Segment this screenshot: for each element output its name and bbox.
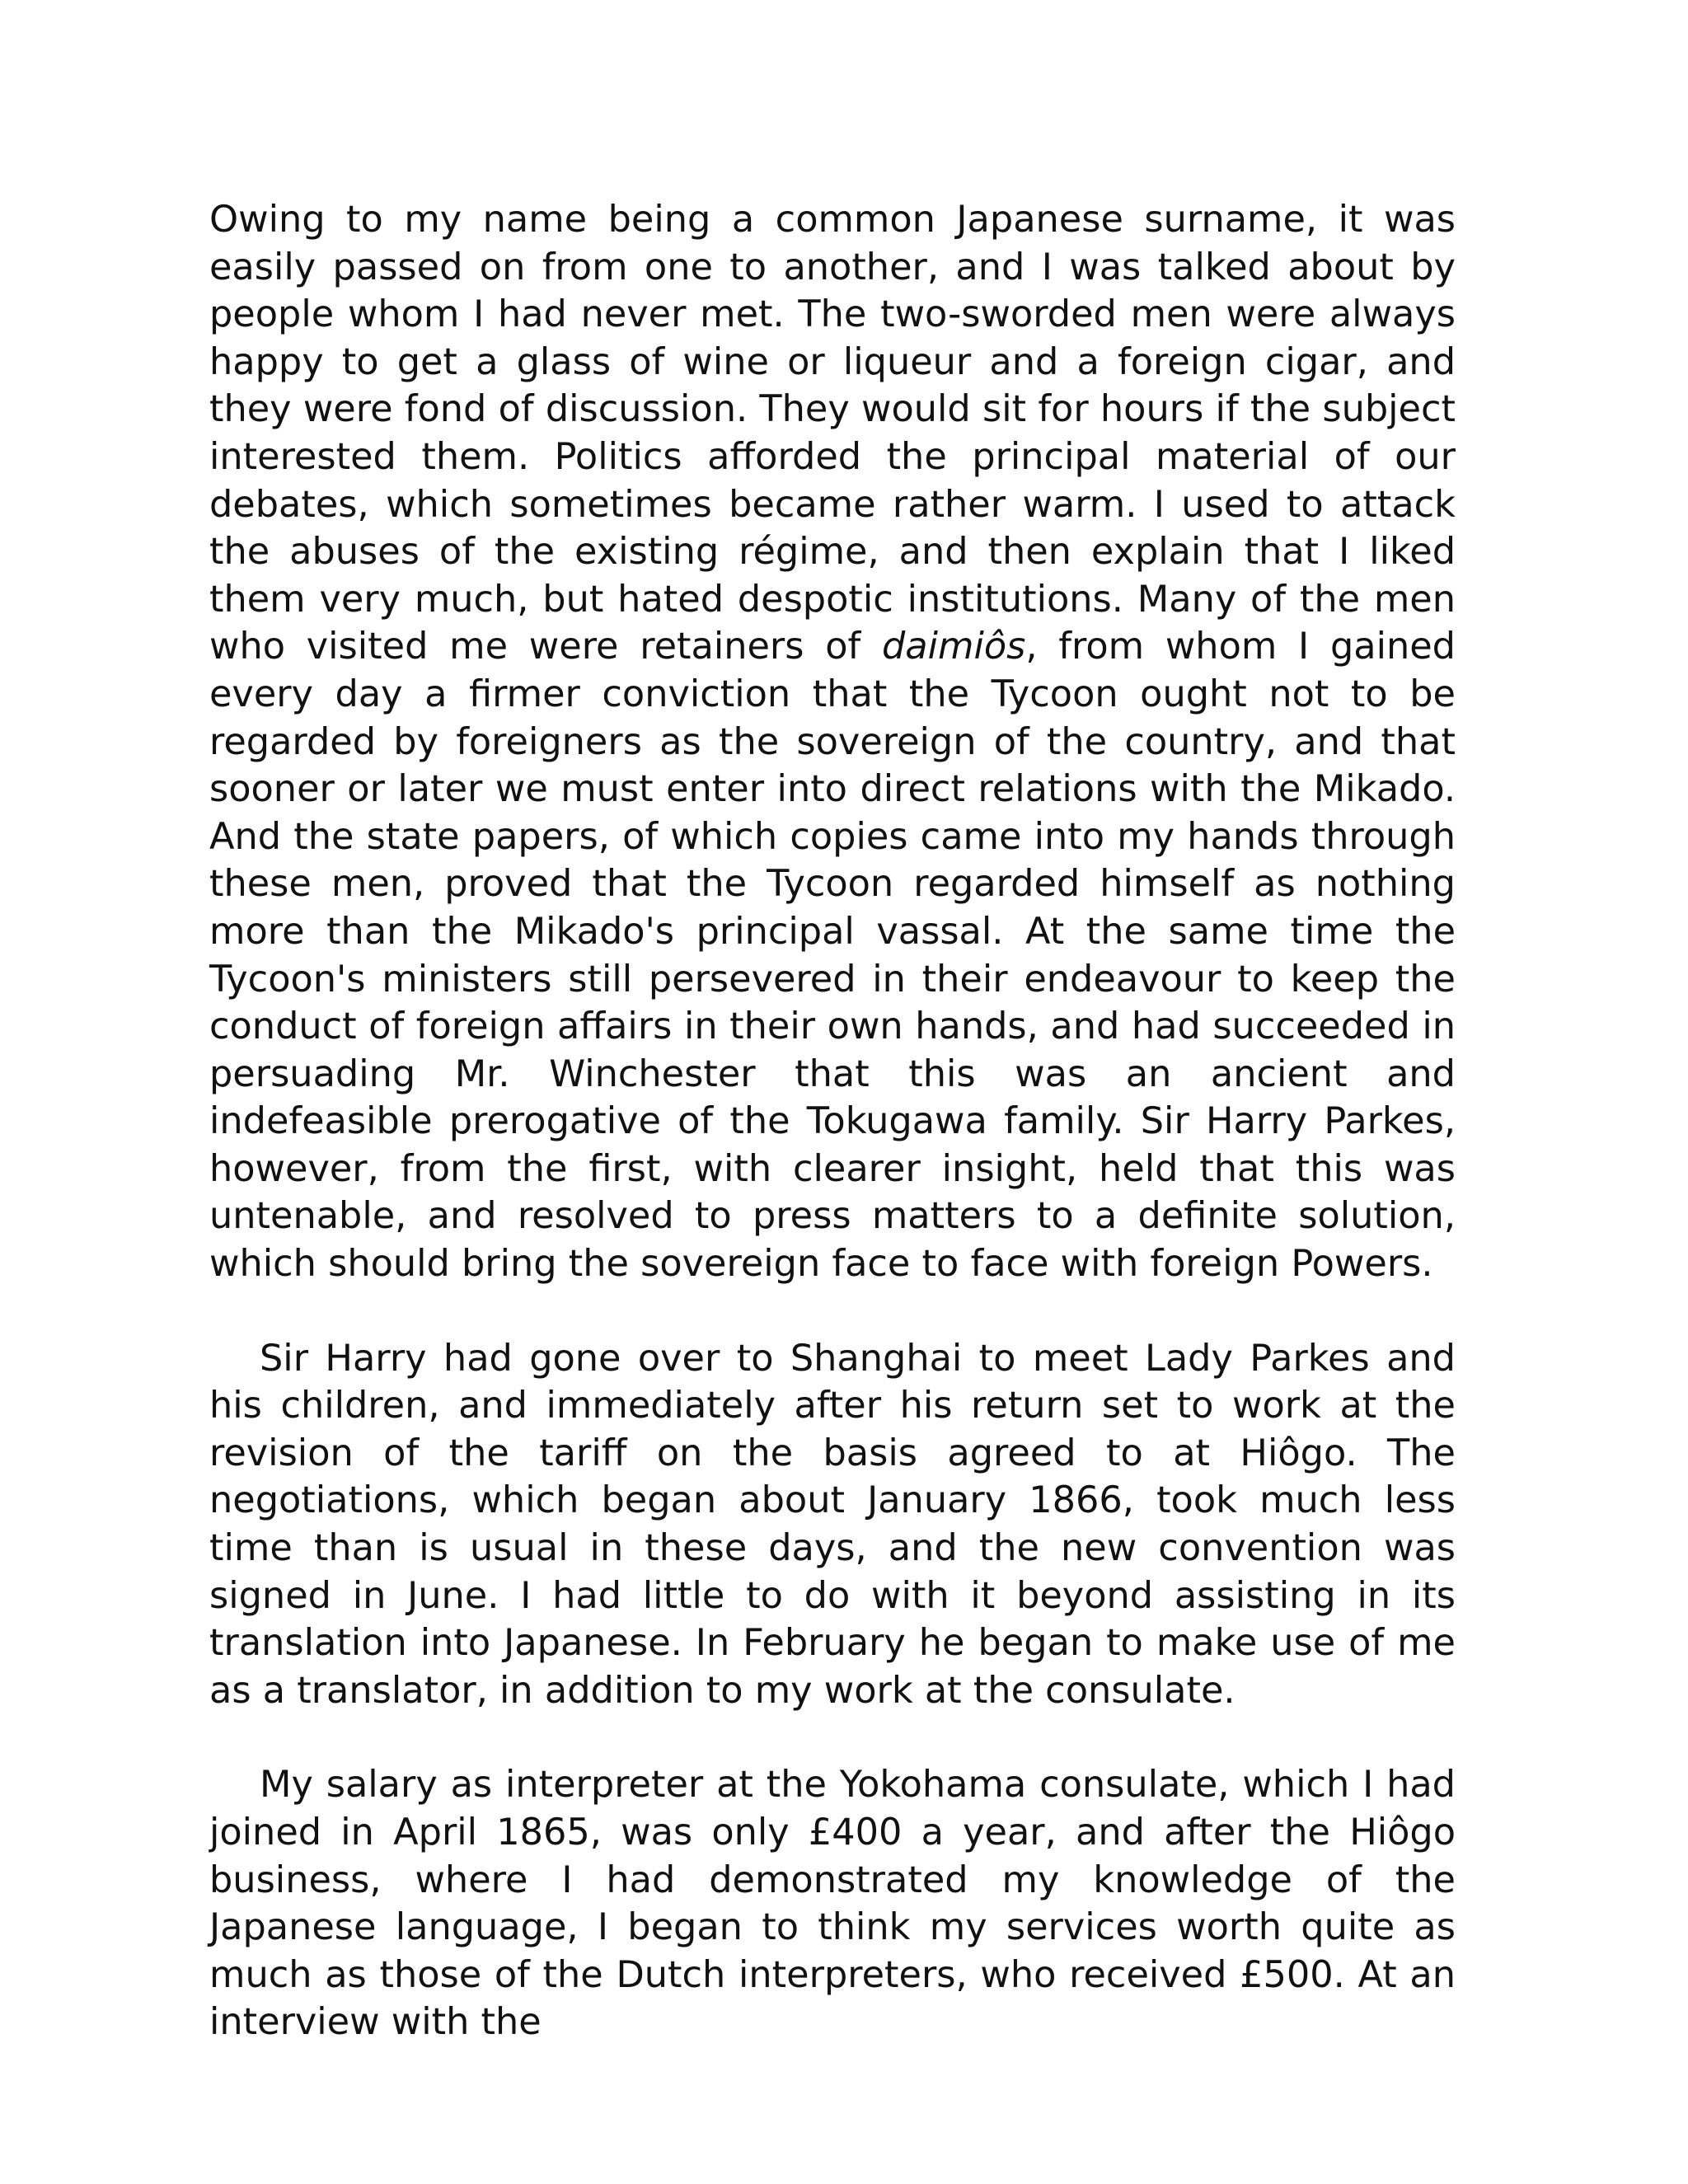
paragraph-3: My salary as interpreter at the Yokohama consulate, which I had joined in April 1865, was only £400 a year, and after the Hiôgo business, where I had demonstrated my knowledge of the Japanese language, I began to think my services worth quite as much as those of the Dutch interpreters, who received £500. At an interview with the xyxy=(209,1763,1456,2044)
paragraph-1-italic-term: daimiôs xyxy=(882,625,1026,668)
paragraph-1 xyxy=(209,196,1456,1288)
paragraph-1-text-end: , from whom I gained every day a firmer conviction that the Tycoon ought not to be regarded by foreigners as the sovereign of the country, and that sooner or later we must enter into direct relations with the Mikado. And the state papers, of which copies came into my hands through these men, proved that the Tycoon regarded himself as nothing more than the Mikado's principal vassal. At the same time the Tycoon's ministers still persevered in their endeavour to keep the conduct of foreign affairs in their own hands, and had succeeded in persuading Mr. Winchester that this was an ancient and indefeasible prerogative of the Tokugawa family. Sir Harry Parkes, however, from the first, with clearer insight, held that this was untenable, and resolved to press matters to a definite solution, which should bring the sovereign face to face with foreign Powers. xyxy=(209,625,1456,1286)
document-page xyxy=(209,196,1456,2046)
paragraph-2: Sir Harry had gone over to Shanghai to meet Lady Parkes and his children, and immediately after his return set to work at the revision of the tariff on the basis agreed to at Hiôgo. The negotiations, which began about January 1866, took much less time than is usual in these days, and the new convention was signed in June. I had little to do with it beyond assisting in its translation into Japanese. In February he began to make use of me as a translator, in addition to my work at the consulate. xyxy=(209,1336,1456,1712)
paragraph-1-text-start: Owing to my name being a common Japanese surname, it was easily passed on from one to another, and I was talked about by people whom I had never met. The two-sworded men were always happy to get a glass of wine or liqueur and a foreign cigar, and they were fond of discussion. They would sit for hours if the subject interested them. Politics afforded the principal material of our debates, which sometimes became rather warm. I used to attack the abuses of the existing régime, and then explain that I liked them very much, but hated despotic institutions. Many of the men who visited me were retainers of xyxy=(209,198,1456,668)
